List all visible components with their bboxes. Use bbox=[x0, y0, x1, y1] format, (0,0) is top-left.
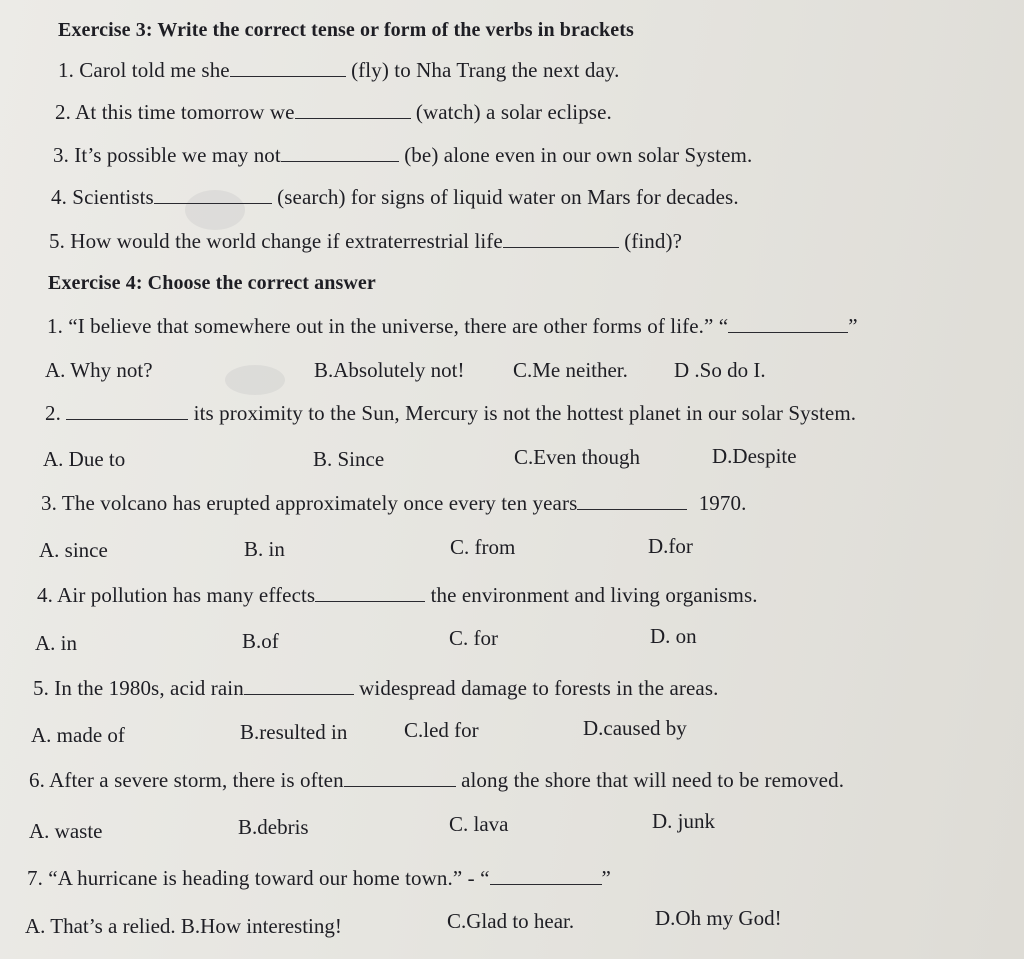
option-b[interactable]: B.debris bbox=[238, 815, 309, 839]
answer-blank[interactable] bbox=[577, 491, 687, 510]
option-b[interactable]: B. in bbox=[244, 537, 285, 561]
ex3-item-2: 2. At this time tomorrow we (watch) a solar eclipse. bbox=[55, 100, 612, 124]
option-b[interactable]: B. Since bbox=[313, 447, 385, 471]
option-c[interactable]: C. lava bbox=[449, 812, 509, 836]
exercise-3-title: Exercise 3: Write the correct tense or form of the verbs in brackets bbox=[58, 19, 634, 41]
ex4-question-6: 6. After a severe storm, there is often along the shore that will need to be removed. bbox=[29, 768, 845, 792]
option-d[interactable]: D.for bbox=[648, 534, 693, 558]
option-d[interactable]: D .So do I. bbox=[674, 358, 766, 382]
option-c[interactable]: C.Glad to hear. bbox=[447, 909, 575, 933]
option-d[interactable]: D.caused by bbox=[583, 716, 687, 740]
ex3-item-1: 1. Carol told me she (fly) to Nha Trang the next day. bbox=[58, 58, 620, 82]
option-c[interactable]: C. for bbox=[449, 626, 498, 650]
ex3-item-3: 3. It’s possible we may not (be) alone even in our own solar System. bbox=[53, 143, 753, 167]
paper-smudge bbox=[225, 365, 285, 395]
ex4-question-3: 3. The volcano has erupted approximately once every ten years 1970. bbox=[41, 491, 747, 515]
ex4-question-2: 2. its proximity to the Sun, Mercury is not the hottest planet in our solar System. bbox=[45, 401, 857, 425]
ex4-question-5: 5. In the 1980s, acid rain widespread damage to forests in the areas. bbox=[33, 676, 719, 700]
ex4-question-1: 1. “I believe that somewhere out in the universe, there are other forms of life.” “ ” bbox=[47, 314, 858, 338]
option-c[interactable]: C.Even though bbox=[514, 445, 640, 469]
answer-blank[interactable] bbox=[503, 229, 619, 248]
answer-blank[interactable] bbox=[315, 583, 425, 602]
option-c[interactable]: C.Me neither. bbox=[513, 358, 628, 382]
answer-blank[interactable] bbox=[295, 100, 411, 119]
answer-blank[interactable] bbox=[728, 314, 848, 333]
option-b[interactable]: B.Absolutely not! bbox=[314, 358, 465, 382]
option-a[interactable]: A. Due to bbox=[43, 447, 126, 471]
option-c[interactable]: C.led for bbox=[404, 718, 479, 742]
option-a[interactable]: A. waste bbox=[29, 819, 103, 843]
answer-blank[interactable] bbox=[244, 676, 354, 695]
ex3-item-4: 4. Scientists (search) for signs of liquid water on Mars for decades. bbox=[51, 185, 739, 209]
ex4-question-4: 4. Air pollution has many effects the environment and living organisms. bbox=[37, 583, 758, 607]
option-a[interactable]: A. made of bbox=[31, 723, 125, 747]
option-d[interactable]: D. on bbox=[650, 624, 697, 648]
answer-blank[interactable] bbox=[230, 58, 346, 77]
ex4-question-7: 7. “A hurricane is heading toward our home town.” - “ ” bbox=[27, 866, 611, 890]
option-b[interactable]: B.resulted in bbox=[240, 720, 348, 744]
option-a[interactable]: A. since bbox=[39, 538, 108, 562]
answer-blank[interactable] bbox=[154, 185, 272, 204]
option-d[interactable]: D. junk bbox=[652, 809, 715, 833]
exercise-4-title: Exercise 4: Choose the correct answer bbox=[48, 272, 376, 294]
option-a[interactable]: A. in bbox=[35, 631, 77, 655]
answer-blank[interactable] bbox=[281, 143, 399, 162]
option-d[interactable]: D.Oh my God! bbox=[655, 906, 782, 930]
option-d[interactable]: D.Despite bbox=[712, 444, 797, 468]
answer-blank[interactable] bbox=[66, 401, 188, 420]
option-a[interactable]: A. Why not? bbox=[45, 358, 153, 382]
ex3-item-5: 5. How would the world change if extraterrestrial life (find)? bbox=[49, 229, 683, 253]
option-a-b[interactable]: A. That’s a relied. B.How interesting! bbox=[25, 914, 342, 938]
option-c[interactable]: C. from bbox=[450, 535, 516, 559]
answer-blank[interactable] bbox=[490, 866, 602, 885]
option-b[interactable]: B.of bbox=[242, 629, 279, 653]
answer-blank[interactable] bbox=[344, 768, 456, 787]
